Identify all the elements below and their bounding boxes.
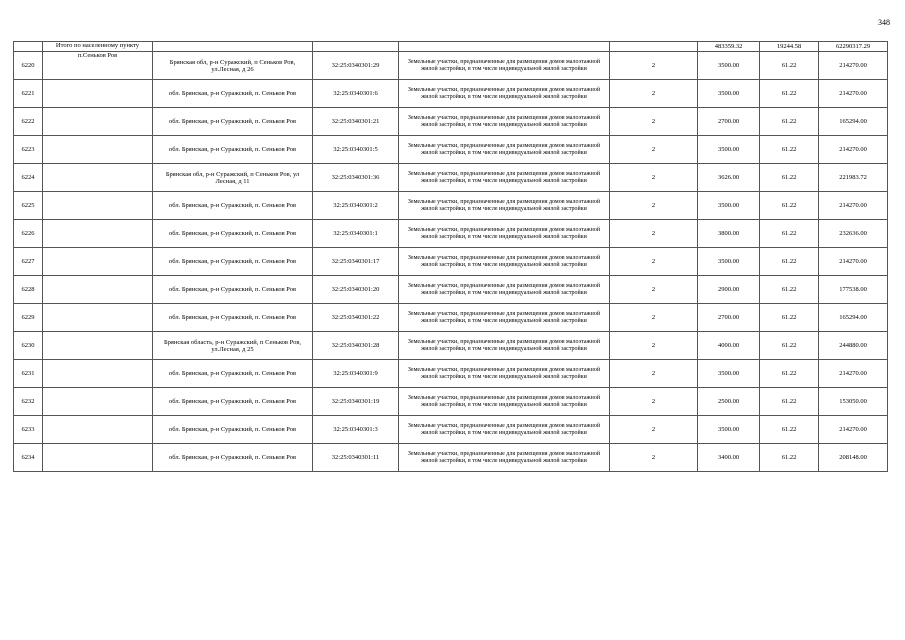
group-code-cell: 2 — [610, 52, 698, 80]
land-use-cell: Земельные участки, предназначенные для размещения домов малоэтажной жилой застройки, в том числе индивидуальной жилой застройки — [399, 108, 610, 136]
table-row — [14, 192, 888, 220]
table-row — [14, 276, 888, 304]
cadastral-number-cell: 32:25:0340301:5 — [313, 136, 399, 164]
row-number: 6228 — [14, 276, 43, 304]
cadastral-number-cell: 32:25:0340301:29 — [313, 52, 399, 80]
row-number: 6224 — [14, 164, 43, 192]
unit-value-cell: 61.22 — [760, 108, 819, 136]
land-use-cell: Земельные участки, предназначенные для размещения домов малоэтажной жилой застройки, в том числе индивидуальной жилой застройки — [399, 52, 610, 80]
cadastral-value-cell: 214270.00 — [819, 192, 888, 220]
cadastral-table — [13, 41, 888, 472]
group-code-cell: 2 — [610, 304, 698, 332]
settlement-cell — [43, 360, 153, 388]
cadastral-value-cell: 177538.00 — [819, 276, 888, 304]
row-number: 6226 — [14, 220, 43, 248]
total-sum: 62290317.29 — [819, 42, 888, 52]
group-code-cell: 2 — [610, 416, 698, 444]
total-empty-cell — [313, 42, 399, 52]
cadastral-value-cell: 214270.00 — [819, 80, 888, 108]
group-code-cell: 2 — [610, 108, 698, 136]
settlement-cell: п.Сеньков Ров — [43, 52, 153, 80]
row-number: 6227 — [14, 248, 43, 276]
cadastral-value-cell: 221983.72 — [819, 164, 888, 192]
total-empty-cell — [153, 42, 313, 52]
cadastral-value-cell: 208148.00 — [819, 444, 888, 472]
cadastral-value-cell: 214270.00 — [819, 360, 888, 388]
cadastral-value-cell: 232636.00 — [819, 220, 888, 248]
group-code-cell: 2 — [610, 192, 698, 220]
address-cell: обл. Брянская, р-н Суражский, п. Сеньков Ров — [153, 276, 313, 304]
cadastral-number-cell: 32:25:0340301:20 — [313, 276, 399, 304]
land-use-cell: Земельные участки, предназначенные для размещения домов малоэтажной жилой застройки, в том числе индивидуальной жилой застройки — [399, 192, 610, 220]
total-price: 19244.58 — [760, 42, 819, 52]
cadastral-value-cell: 153050.00 — [819, 388, 888, 416]
table-row — [14, 248, 888, 276]
settlement-cell — [43, 136, 153, 164]
table-row — [14, 332, 888, 360]
group-code-cell: 2 — [610, 80, 698, 108]
row-number: 6232 — [14, 388, 43, 416]
row-number: 6221 — [14, 80, 43, 108]
cadastral-number-cell: 32:25:0340301:3 — [313, 416, 399, 444]
area-cell: 4000.00 — [698, 332, 760, 360]
table-row — [14, 360, 888, 388]
address-cell: обл. Брянская, р-н Суражский, п. Сеньков Ров — [153, 80, 313, 108]
unit-value-cell: 61.22 — [760, 136, 819, 164]
settlement-cell — [43, 332, 153, 360]
cadastral-value-cell: 165294.00 — [819, 304, 888, 332]
row-number: 6229 — [14, 304, 43, 332]
row-number: 6230 — [14, 332, 43, 360]
cadastral-number-cell: 32:25:0340301:19 — [313, 388, 399, 416]
table-row — [14, 52, 888, 80]
table-row — [14, 388, 888, 416]
table-row — [14, 136, 888, 164]
cadastral-number-cell: 32:25:0340301:21 — [313, 108, 399, 136]
land-use-cell: Земельные участки, предназначенные для размещения домов малоэтажной жилой застройки, в том числе индивидуальной жилой застройки — [399, 136, 610, 164]
cadastral-number-cell: 32:25:0340301:28 — [313, 332, 399, 360]
cadastral-value-cell: 244880.00 — [819, 332, 888, 360]
page-number: 348 — [878, 18, 890, 27]
unit-value-cell: 61.22 — [760, 192, 819, 220]
settlement-cell — [43, 220, 153, 248]
settlement-cell — [43, 248, 153, 276]
land-use-cell: Земельные участки, предназначенные для размещения домов малоэтажной жилой застройки, в том числе индивидуальной жилой застройки — [399, 304, 610, 332]
unit-value-cell: 61.22 — [760, 416, 819, 444]
area-cell: 3500.00 — [698, 248, 760, 276]
address-cell: обл. Брянская, р-н Суражский, п. Сеньков Ров — [153, 304, 313, 332]
group-code-cell: 2 — [610, 444, 698, 472]
address-cell: обл. Брянская, р-н Суражский, п. Сеньков Ров — [153, 220, 313, 248]
total-empty-cell — [399, 42, 610, 52]
unit-value-cell: 61.22 — [760, 332, 819, 360]
table-row — [14, 444, 888, 472]
unit-value-cell: 61.22 — [760, 248, 819, 276]
area-cell: 3500.00 — [698, 360, 760, 388]
land-use-cell: Земельные участки, предназначенные для размещения домов малоэтажной жилой застройки, в том числе индивидуальной жилой застройки — [399, 276, 610, 304]
settlement-cell — [43, 192, 153, 220]
unit-value-cell: 61.22 — [760, 388, 819, 416]
table-row — [14, 80, 888, 108]
settlement-cell — [43, 276, 153, 304]
row-number: 6223 — [14, 136, 43, 164]
settlement-cell — [43, 80, 153, 108]
settlement-cell — [43, 108, 153, 136]
area-cell: 2700.00 — [698, 108, 760, 136]
table-row — [14, 304, 888, 332]
group-code-cell: 2 — [610, 220, 698, 248]
area-cell: 2900.00 — [698, 276, 760, 304]
address-cell: обл. Брянская, р-н Суражский, п. Сеньков Ров — [153, 108, 313, 136]
land-use-cell: Земельные участки, предназначенные для размещения домов малоэтажной жилой застройки, в том числе индивидуальной жилой застройки — [399, 220, 610, 248]
cadastral-number-cell: 32:25:0340301:9 — [313, 360, 399, 388]
area-cell: 3500.00 — [698, 52, 760, 80]
row-number: 6225 — [14, 192, 43, 220]
settlement-cell — [43, 388, 153, 416]
group-code-cell: 2 — [610, 388, 698, 416]
land-use-cell: Земельные участки, предназначенные для размещения домов малоэтажной жилой застройки, в том числе индивидуальной жилой застройки — [399, 416, 610, 444]
cadastral-number-cell: 32:25:0340301:17 — [313, 248, 399, 276]
cadastral-value-cell: 214270.00 — [819, 52, 888, 80]
land-use-cell: Земельные участки, предназначенные для размещения домов малоэтажной жилой застройки, в том числе индивидуальной жилой застройки — [399, 360, 610, 388]
area-cell: 3500.00 — [698, 136, 760, 164]
unit-value-cell: 61.22 — [760, 304, 819, 332]
unit-value-cell: 61.22 — [760, 360, 819, 388]
settlement-cell — [43, 164, 153, 192]
table-row — [14, 108, 888, 136]
area-cell: 2700.00 — [698, 304, 760, 332]
area-cell: 3800.00 — [698, 220, 760, 248]
land-use-cell: Земельные участки, предназначенные для размещения домов малоэтажной жилой застройки, в том числе индивидуальной жилой застройки — [399, 164, 610, 192]
unit-value-cell: 61.22 — [760, 80, 819, 108]
row-number: 6220 — [14, 52, 43, 80]
address-cell: Брянская обл, р-н Суражский, п Сеньков Ров, ул.Лесная, д 26 — [153, 52, 313, 80]
group-code-cell: 2 — [610, 248, 698, 276]
area-cell: 3500.00 — [698, 80, 760, 108]
area-cell: 3626.00 — [698, 164, 760, 192]
total-empty-cell — [610, 42, 698, 52]
total-row — [14, 42, 888, 52]
address-cell: обл. Брянская, р-н Суражский, п. Сеньков Ров — [153, 248, 313, 276]
area-cell: 2500.00 — [698, 388, 760, 416]
cadastral-value-cell: 214270.00 — [819, 136, 888, 164]
row-number: 6234 — [14, 444, 43, 472]
unit-value-cell: 61.22 — [760, 52, 819, 80]
cadastral-number-cell: 32:25:0340301:11 — [313, 444, 399, 472]
settlement-cell — [43, 416, 153, 444]
row-number: 6233 — [14, 416, 43, 444]
address-cell: обл. Брянская, р-н Суражский, п. Сеньков Ров — [153, 136, 313, 164]
area-cell: 3500.00 — [698, 416, 760, 444]
cadastral-value-cell: 165294.00 — [819, 108, 888, 136]
group-code-cell: 2 — [610, 360, 698, 388]
land-use-cell: Земельные участки, предназначенные для размещения домов малоэтажной жилой застройки, в том числе индивидуальной жилой застройки — [399, 332, 610, 360]
table-row — [14, 416, 888, 444]
unit-value-cell: 61.22 — [760, 276, 819, 304]
address-cell: обл. Брянская, р-н Суражский, п. Сеньков Ров — [153, 444, 313, 472]
address-cell: обл. Брянская, р-н Суражский, п. Сеньков Ров — [153, 360, 313, 388]
settlement-cell — [43, 444, 153, 472]
group-code-cell: 2 — [610, 276, 698, 304]
address-cell: Брянская обл, р-н Суражский, п Сеньков Ров, ул Лесная, д 11 — [153, 164, 313, 192]
group-code-cell: 2 — [610, 332, 698, 360]
area-cell: 3400.00 — [698, 444, 760, 472]
unit-value-cell: 61.22 — [760, 164, 819, 192]
total-area: 483359.32 — [698, 42, 760, 52]
cadastral-number-cell: 32:25:0340301:36 — [313, 164, 399, 192]
address-cell: Брянская область, р-н Суражский, п Сеньков Ров, ул.Лесная, д 25 — [153, 332, 313, 360]
cadastral-number-cell: 32:25:0340301:1 — [313, 220, 399, 248]
cadastral-number-cell: 32:25:0340301:2 — [313, 192, 399, 220]
address-cell: обл. Брянская, р-н Суражский, п. Сеньков Ров — [153, 192, 313, 220]
group-code-cell: 2 — [610, 164, 698, 192]
table-row — [14, 164, 888, 192]
unit-value-cell: 61.22 — [760, 220, 819, 248]
total-label: Итого по населенному пункту — [43, 42, 153, 52]
row-number: 6222 — [14, 108, 43, 136]
unit-value-cell: 61.22 — [760, 444, 819, 472]
total-num-cell — [14, 42, 43, 52]
cadastral-number-cell: 32:25:0340301:6 — [313, 80, 399, 108]
land-use-cell: Земельные участки, предназначенные для размещения домов малоэтажной жилой застройки, в том числе индивидуальной жилой застройки — [399, 388, 610, 416]
area-cell: 3500.00 — [698, 192, 760, 220]
land-use-cell: Земельные участки, предназначенные для размещения домов малоэтажной жилой застройки, в том числе индивидуальной жилой застройки — [399, 80, 610, 108]
land-use-cell: Земельные участки, предназначенные для размещения домов малоэтажной жилой застройки, в том числе индивидуальной жилой застройки — [399, 444, 610, 472]
land-use-cell: Земельные участки, предназначенные для размещения домов малоэтажной жилой застройки, в том числе индивидуальной жилой застройки — [399, 248, 610, 276]
group-code-cell: 2 — [610, 136, 698, 164]
cadastral-number-cell: 32:25:0340301:22 — [313, 304, 399, 332]
address-cell: обл. Брянская, р-н Суражский, п. Сеньков Ров — [153, 416, 313, 444]
row-number: 6231 — [14, 360, 43, 388]
address-cell: обл. Брянская, р-н Суражский, п. Сеньков Ров — [153, 388, 313, 416]
settlement-cell — [43, 304, 153, 332]
cadastral-value-cell: 214270.00 — [819, 248, 888, 276]
table-row — [14, 220, 888, 248]
cadastral-value-cell: 214270.00 — [819, 416, 888, 444]
